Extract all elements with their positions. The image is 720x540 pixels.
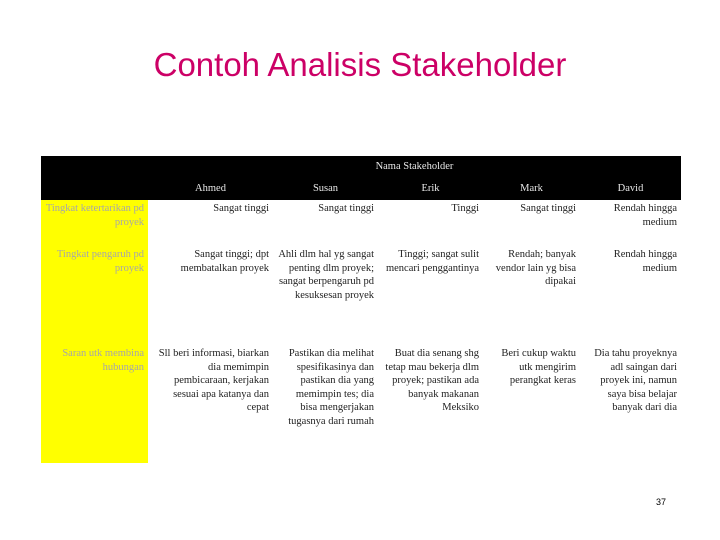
group-header: Nama Stakeholder (148, 156, 681, 178)
table-cell: Rendah hingga medium (613, 249, 677, 274)
column-header: Erik (378, 178, 483, 200)
table-cell: Beri cukup waktu utk mengirim perangkat keras (501, 348, 576, 386)
table-row (41, 246, 681, 345)
table-header-group-row (41, 156, 681, 178)
table-cell: Rendah; banyak vendor lain yg bisa dipakai (495, 249, 576, 287)
row-label: Tingkat ketertarikan pd proyek (41, 200, 148, 246)
row-label: Saran utk membina hubungan (41, 345, 148, 463)
table-cell: Sangat tinggi; dpt membatalkan proyek (180, 249, 269, 274)
header-corner (41, 156, 148, 200)
table-cell: Pastikan dia melihat spesifikasinya dan pastikan dia yang memimpin tes; dia bisa mengerjakan tugasnya dari rumah (288, 348, 374, 427)
table-row (41, 345, 681, 463)
table-cell: Dia tahu proyeknya adl saingan dari proyek ini, namun saya bisa belajar banyak dari dia (594, 348, 677, 413)
column-header: Mark (483, 178, 580, 200)
table-cell: Tinggi (451, 203, 479, 214)
table-cell: Tinggi; sangat sulit mencari penggantinya (385, 249, 479, 274)
table-cell: Ahli dlm hal yg sangat penting dlm proyek; sangat berpengaruh pd kesuksesan proyek (278, 249, 374, 301)
page-number: 37 (656, 497, 667, 507)
table-cell: Buat dia senang shg tetap mau bekerja dlm proyek; pastikan ada banyak makanan Meksiko (385, 348, 479, 413)
column-header: David (580, 178, 681, 200)
table-row (41, 200, 681, 246)
table-cell: Rendah hingga medium (613, 203, 677, 228)
table-cell: Sangat tinggi (520, 203, 576, 214)
table-cell: Sll beri informasi, biarkan dia memimpin pembicaraan, kerjakan sesuai apa katanya dan cepat (158, 348, 269, 413)
column-header: Susan (273, 178, 378, 200)
table-cell: Sangat tinggi (318, 203, 374, 214)
column-header: Ahmed (148, 178, 273, 200)
row-label: Tingkat pengaruh pd proyek (41, 246, 148, 345)
slide-title: Contoh Analisis Stakeholder (153, 46, 567, 83)
stakeholder-table (41, 156, 681, 463)
table-cell: Sangat tinggi (213, 203, 269, 214)
